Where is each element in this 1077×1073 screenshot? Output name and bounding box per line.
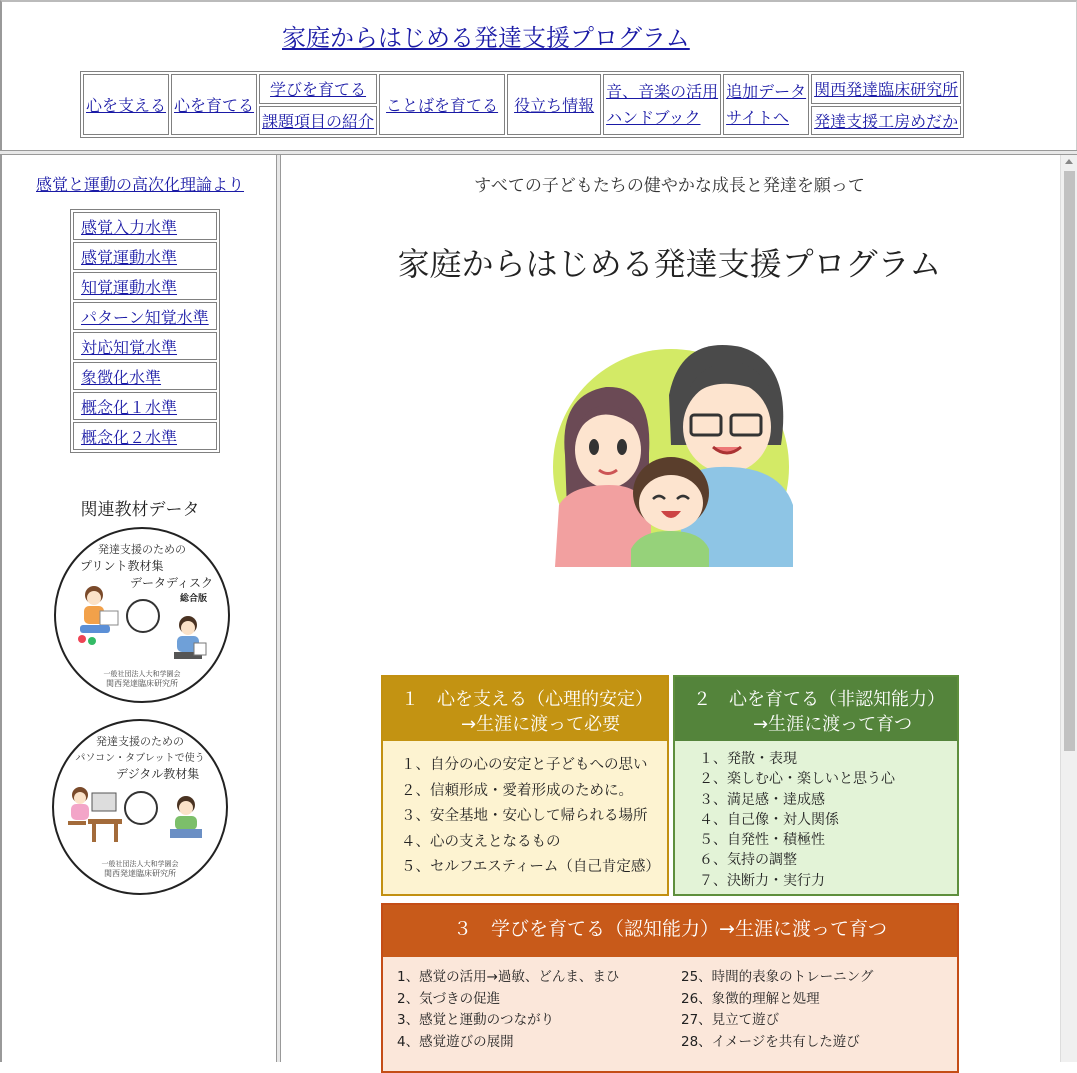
nav-cell-kotoba xyxy=(379,74,505,135)
main-nav-table xyxy=(80,71,964,138)
disc-hole xyxy=(126,599,160,633)
level-cell xyxy=(73,242,217,270)
list-item: 25、時間的表象のトレーニング xyxy=(681,969,874,985)
nav-cell-kansai xyxy=(811,74,961,104)
nav-manabi-link[interactable]: 学びを育てる xyxy=(270,80,367,100)
list-item: 28、イメージを共有した遊び xyxy=(681,1033,860,1050)
nav-cell-yakudachi xyxy=(507,74,601,135)
disc1-edition: 総合版 xyxy=(180,594,208,604)
card3-header: ３ 学びを育てる（認知能力）→生涯に渡って育つ xyxy=(383,905,957,957)
list-item: ２、信頼形成・愛着形成のために。 xyxy=(401,782,633,799)
list-item: ５、自発性・積極性 xyxy=(699,832,825,849)
nav-tsuika-link-line2[interactable]: サイトへ xyxy=(726,107,789,127)
disc2-publisher1: 一般社団法人大和学園会 xyxy=(101,860,179,868)
nav-ongaku-link-line1[interactable]: 音、音楽の活用 xyxy=(606,81,719,101)
level-link-correspondence[interactable]: 対応知覚水準 xyxy=(81,337,178,357)
list-item: 27、見立て遊び xyxy=(681,1012,780,1028)
disc1-publisher2: 関西発達臨床研究所 xyxy=(106,679,178,688)
page-title: 家庭からはじめる発達支援プログラム xyxy=(397,245,942,283)
related-materials-title: 関連教材データ xyxy=(80,500,200,520)
disc2-line1: 発達支援のための xyxy=(96,735,184,748)
card2-title: ２ 心を育てる（非認知能力） xyxy=(693,689,945,710)
list-item: ２、楽しむ心・楽しいと思う心 xyxy=(699,771,895,788)
nav-cell-tsuika xyxy=(723,74,809,135)
level-cell xyxy=(73,422,217,450)
child-computer-illustration xyxy=(62,781,124,843)
level-link-symbolization[interactable]: 象徴化水準 xyxy=(81,367,162,387)
card3-list-b xyxy=(681,967,873,1053)
child-tablet-illustration xyxy=(166,793,206,843)
card1-header xyxy=(383,677,667,741)
level-cell xyxy=(73,272,217,300)
disc2-publisher2: 関西発達臨床研究所 xyxy=(104,869,176,878)
level-link-concept-1[interactable]: 概念化１水準 xyxy=(81,397,178,417)
child-drawing-illustration xyxy=(70,581,126,653)
card2-list xyxy=(675,741,957,891)
nav-cell-medaka xyxy=(811,106,961,136)
tagline: すべての子どもたちの健やかな成長と発達を願って xyxy=(474,176,865,196)
list-item: ７、決断力・実行力 xyxy=(699,872,825,889)
nav-yakudachi-link[interactable]: 役立ち情報 xyxy=(514,96,595,115)
print-materials-disc[interactable] xyxy=(54,527,230,703)
nav-kadai-link[interactable]: 課題項目の紹介 xyxy=(262,111,375,131)
list-item: ５、セルフエスティーム（自己肯定感） xyxy=(401,859,660,875)
card-manabi xyxy=(381,903,959,1073)
level-cell xyxy=(73,332,217,360)
digital-materials-disc[interactable] xyxy=(52,719,228,895)
card1-title: １ 心を支える（心理的安定） xyxy=(401,689,653,710)
level-cell xyxy=(73,212,217,240)
disc1-publisher1: 一般社団法人大和学園会 xyxy=(103,670,181,678)
card-kokoro-sodateru xyxy=(673,675,959,896)
nav-tsuika-link-line1[interactable]: 追加データ xyxy=(726,81,807,101)
nav-cell-kokoro-sasaeru xyxy=(83,74,169,135)
disc1-line1: 発達支援のための xyxy=(98,543,186,556)
nav-kansai-link[interactable]: 関西発達臨床研究所 xyxy=(814,80,959,100)
card1-subtitle: →生涯に渡って必要 xyxy=(461,714,621,735)
card-kokoro-sasaeru xyxy=(381,675,669,896)
list-item: ３、満足感・達成感 xyxy=(699,791,825,808)
list-item: 3、感覚と運動のつながり xyxy=(397,1012,555,1028)
child-writing-illustration xyxy=(168,613,208,667)
list-item: ６、気持の調整 xyxy=(699,852,797,869)
nav-kokoro-sasaeru-link[interactable]: 心を支える xyxy=(86,96,167,115)
main-frame xyxy=(281,155,1077,1062)
list-item: ４、心の支えとなるもの xyxy=(401,833,561,850)
nav-kotoba-link[interactable]: ことばを育てる xyxy=(386,96,499,115)
disc2-line2: パソコン・タブレットで使う xyxy=(75,753,205,764)
card3-list-a xyxy=(397,967,619,1053)
level-nav-table xyxy=(70,209,220,453)
disc1-line3: データディスク xyxy=(130,576,214,590)
list-item: 26、象徴的理解と処理 xyxy=(681,990,820,1007)
level-cell xyxy=(73,392,217,420)
level-link-sensory-input[interactable]: 感覚入力水準 xyxy=(81,217,178,237)
nav-ongaku-link-line2[interactable]: ハンドブック xyxy=(606,107,701,127)
list-item: 1、感覚の活用→過敏、どんま、まひ xyxy=(397,969,620,985)
level-link-pattern-perception[interactable]: パターン知覚水準 xyxy=(81,307,209,327)
card2-header xyxy=(675,677,957,741)
disc1-line2: プリント教材集 xyxy=(80,559,164,573)
list-item: ４、自己像・対人関係 xyxy=(699,811,839,828)
nav-medaka-link[interactable]: 発達支援工房めだか xyxy=(814,111,959,131)
nav-cell-kokoro-sodateru xyxy=(171,74,257,135)
level-link-perceptual-motor[interactable]: 知覚運動水準 xyxy=(81,277,178,297)
card2-subtitle: →生涯に渡って育つ xyxy=(753,714,913,735)
card1-list xyxy=(383,741,667,881)
top-frame xyxy=(0,0,1077,150)
family-illustration xyxy=(531,335,821,585)
list-item: 2、気づきの促進 xyxy=(397,990,501,1007)
list-item: 4、感覚遊びの展開 xyxy=(397,1033,514,1050)
level-cell xyxy=(73,302,217,330)
list-item: ３、安全基地・安心して帰られる場所 xyxy=(401,808,648,824)
level-link-concept-2[interactable]: 概念化２水準 xyxy=(81,427,178,447)
list-item: １、自分の心の安定と子どもへの思い xyxy=(401,757,648,773)
scrollbar-thumb[interactable] xyxy=(1064,171,1075,751)
level-link-sensory-motor[interactable]: 感覚運動水準 xyxy=(81,247,178,267)
nav-cell-ongaku xyxy=(603,74,721,135)
main-scrollbar[interactable] xyxy=(1060,155,1077,1062)
nav-cell-manabi xyxy=(259,74,377,104)
nav-cell-kadai xyxy=(259,106,377,136)
disc-hole xyxy=(124,791,158,825)
list-item: １、発散・表現 xyxy=(699,751,797,767)
level-cell xyxy=(73,362,217,390)
theory-heading-link[interactable]: 感覚と運動の高次化理論より xyxy=(36,175,245,194)
nav-kokoro-sodateru-link[interactable]: 心を育てる xyxy=(174,96,255,115)
site-title-link[interactable]: 家庭からはじめる発達支援プログラム xyxy=(282,24,690,52)
left-frame xyxy=(0,155,276,1062)
disc2-line3: デジタル教材集 xyxy=(116,767,200,781)
scroll-up-arrow-icon[interactable] xyxy=(1065,159,1073,164)
